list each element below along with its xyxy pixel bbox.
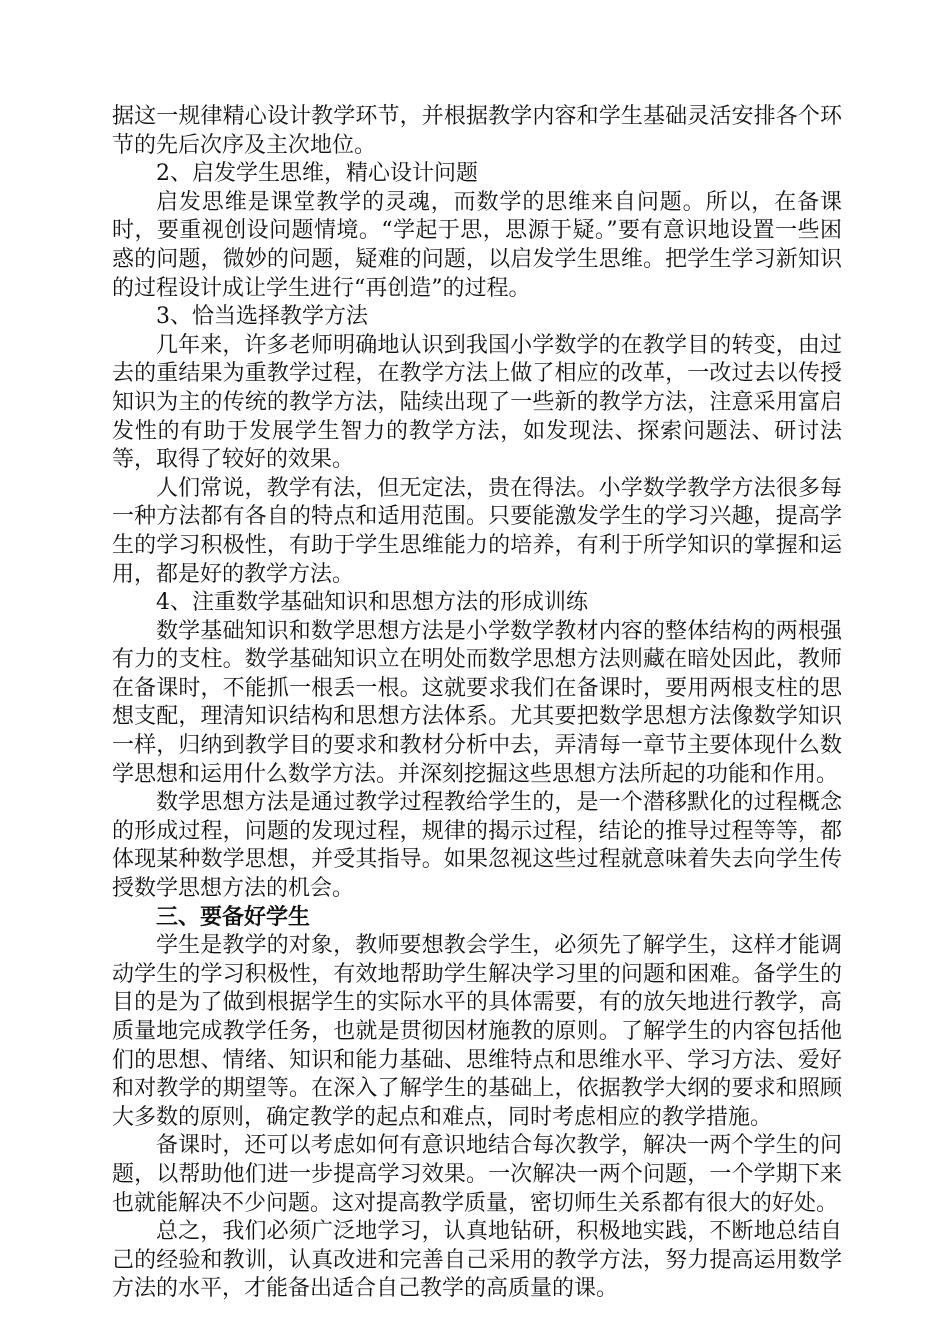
paragraph: 备课时，还可以考虑如何有意识地结合每次教学，解决一两个学生的问题，以帮助他们进一步提高学习效果。一次解决一两个问题，一个学期下来也就能解决不少问题。这对提高教学质量，密切师生关系都有很大的好处。 bbox=[112, 1133, 842, 1216]
subheading-2: 2、启发学生思维，精心设计问题 bbox=[156, 161, 478, 187]
paragraph-continued: 据这一规律精心设计教学环节，并根据教学内容和学生基础灵活安排各个环节的先后次序及主次地位。 bbox=[112, 104, 842, 158]
paragraph: 几年来，许多老师明确地认识到我国小学数学的在教学目的转变，由过去的重结果为重教学过程，在教学方法上做了相应的改革，一改过去以传授知识为主的传统的教学方法，陆续出现了一些新的教学方法，注意采用富启发性的有助于发展学生智力的教学方法，如发现法、探索问题法、研讨法等，取得了较好的效果。 bbox=[112, 332, 842, 473]
section-heading: 三、要备好学生 bbox=[156, 904, 311, 930]
paragraph: 启发思维是课堂教学的灵魂，而数学的思维来自问题。所以，在备课时，要重视创设问题情境。“学起于思，思源于疑。”要有意识地设置一些困惑的问题，微妙的问题，疑难的问题，以启发学生思维。把学生学习新知识的过程设计成让学生进行“再创造”的过程。 bbox=[112, 189, 842, 301]
paragraph: 数学思想方法是通过教学过程教给学生的，是一个潜移默化的过程概念的形成过程，问题的发现过程，规律的揭示过程，结论的推导过程等等，都体现某种数学思想，并受其指导。如果忽视这些过程就意味着失去向学生传授数学思想方法的机会。 bbox=[112, 790, 842, 902]
paragraph: 人们常说，教学有法，但无定法，贵在得法。小学数学教学方法很多每一种方法都有各自的特点和适用范围。只要能激发学生的学习兴趣，提高学生的学习积极性，有助于学生思维能力的培养，有利于所学知识的掌握和运用，都是好的教学方法。 bbox=[112, 475, 842, 587]
subheading-3: 3、恰当选择教学方法 bbox=[156, 304, 368, 330]
paragraph: 总之，我们必须广泛地学习，认真地钻研，积极地实践，不断地总结自己的经验和教训，认真改进和完善自己采用的教学方法，努力提高运用数学方法的水平，才能备出适合自己教学的高质量的课。 bbox=[112, 1219, 842, 1302]
paragraph: 数学基础知识和数学思想方法是小学数学教材内容的整体结构的两根强有力的支柱。数学基础知识立在明处而数学思想方法则藏在暗处因此，教师在备课时，不能抓一根丢一根。这就要求我们在备课时，要用两根支柱的思想支配，理清知识结构和思想方法体系。尤其要把数学思想方法像数学知识一样，归纳到教学目的要求和教材分析中去，弄清每一章节主要体现什么数学思想和运用什么数学方法。并深刻挖掘这些思想方法所起的功能和作用。 bbox=[112, 618, 842, 787]
document-page bbox=[112, 103, 842, 1304]
paragraph: 学生是教学的对象，教师要想教会学生，必须先了解学生，这样才能调动学生的学习积极性，有效地帮助学生解决学习里的问题和困难。备学生的目的是为了做到根据学生的实际水平的具体需要，有的放矢地进行教学，高质量地完成教学任务，也就是贯彻因材施教的原则。了解学生的内容包括他们的思想、情绪、知识和能力基础、思维特点和思维水平、学习方法、爱好和对教学的期望等。在深入了解学生的基础上，依据教学大纲的要求和照顾大多数的原则，确定教学的起点和难点，同时考虑相应的教学措施。 bbox=[112, 933, 842, 1130]
subheading-4: 4、注重数学基础知识和思想方法的形成训练 bbox=[156, 590, 588, 616]
